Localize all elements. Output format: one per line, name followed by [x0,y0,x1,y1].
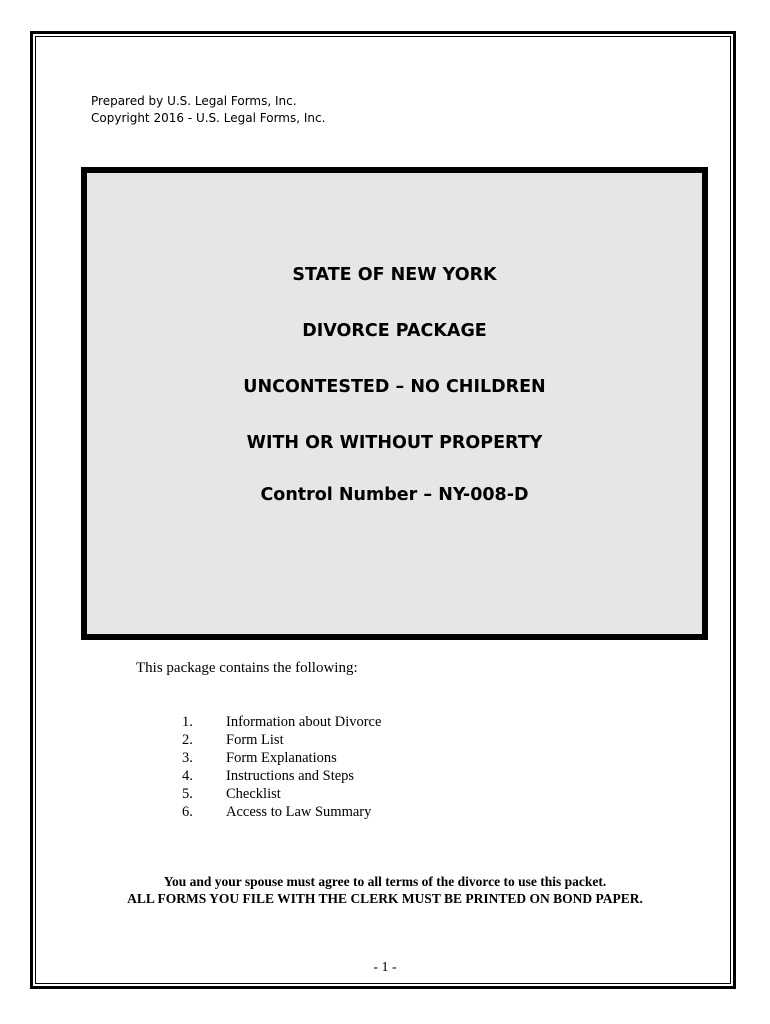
list-item [182,731,381,749]
control-number: Control Number – NY-008-D [260,485,529,505]
type-title: UNCONTESTED – NO CHILDREN [243,377,546,397]
title-box [81,167,708,640]
contents-intro: This package contains the following: [136,660,358,676]
page-number: - 1 - [373,960,397,975]
list-item-label: Form Explanations [226,750,337,766]
list-item-number: 5. [182,786,193,802]
list-item [182,803,381,821]
list-item-label: Form List [226,732,284,748]
agreement-notice: You and your spouse must agree to all terms of the divorce to use this packet. [163,874,607,889]
list-item-number: 1. [182,714,193,730]
property-title: WITH OR WITHOUT PROPERTY [246,433,543,453]
contents-list [182,713,381,821]
state-title: STATE OF NEW YORK [292,265,497,285]
list-item-number: 6. [182,804,193,820]
list-item-label: Instructions and Steps [226,768,355,784]
prepared-by-line: Prepared by U.S. Legal Forms, Inc. [91,94,297,108]
list-item [182,785,381,803]
list-item-number: 2. [182,732,193,748]
copyright-line: Copyright 2016 - U.S. Legal Forms, Inc. [91,111,326,125]
list-item [182,713,381,731]
list-item-label: Information about Divorce [226,714,382,730]
bond-paper-notice: ALL FORMS YOU FILE WITH THE CLERK MUST BE PRINTED ON BOND PAPER. [127,891,643,906]
list-item [182,749,381,767]
list-item-label: Access to Law Summary [226,804,372,820]
list-item [182,767,381,785]
preparer-info [91,93,325,127]
package-title: DIVORCE PACKAGE [302,321,487,341]
list-item-label: Checklist [226,786,281,802]
list-item-number: 4. [182,768,193,784]
list-item-number: 3. [182,750,193,766]
